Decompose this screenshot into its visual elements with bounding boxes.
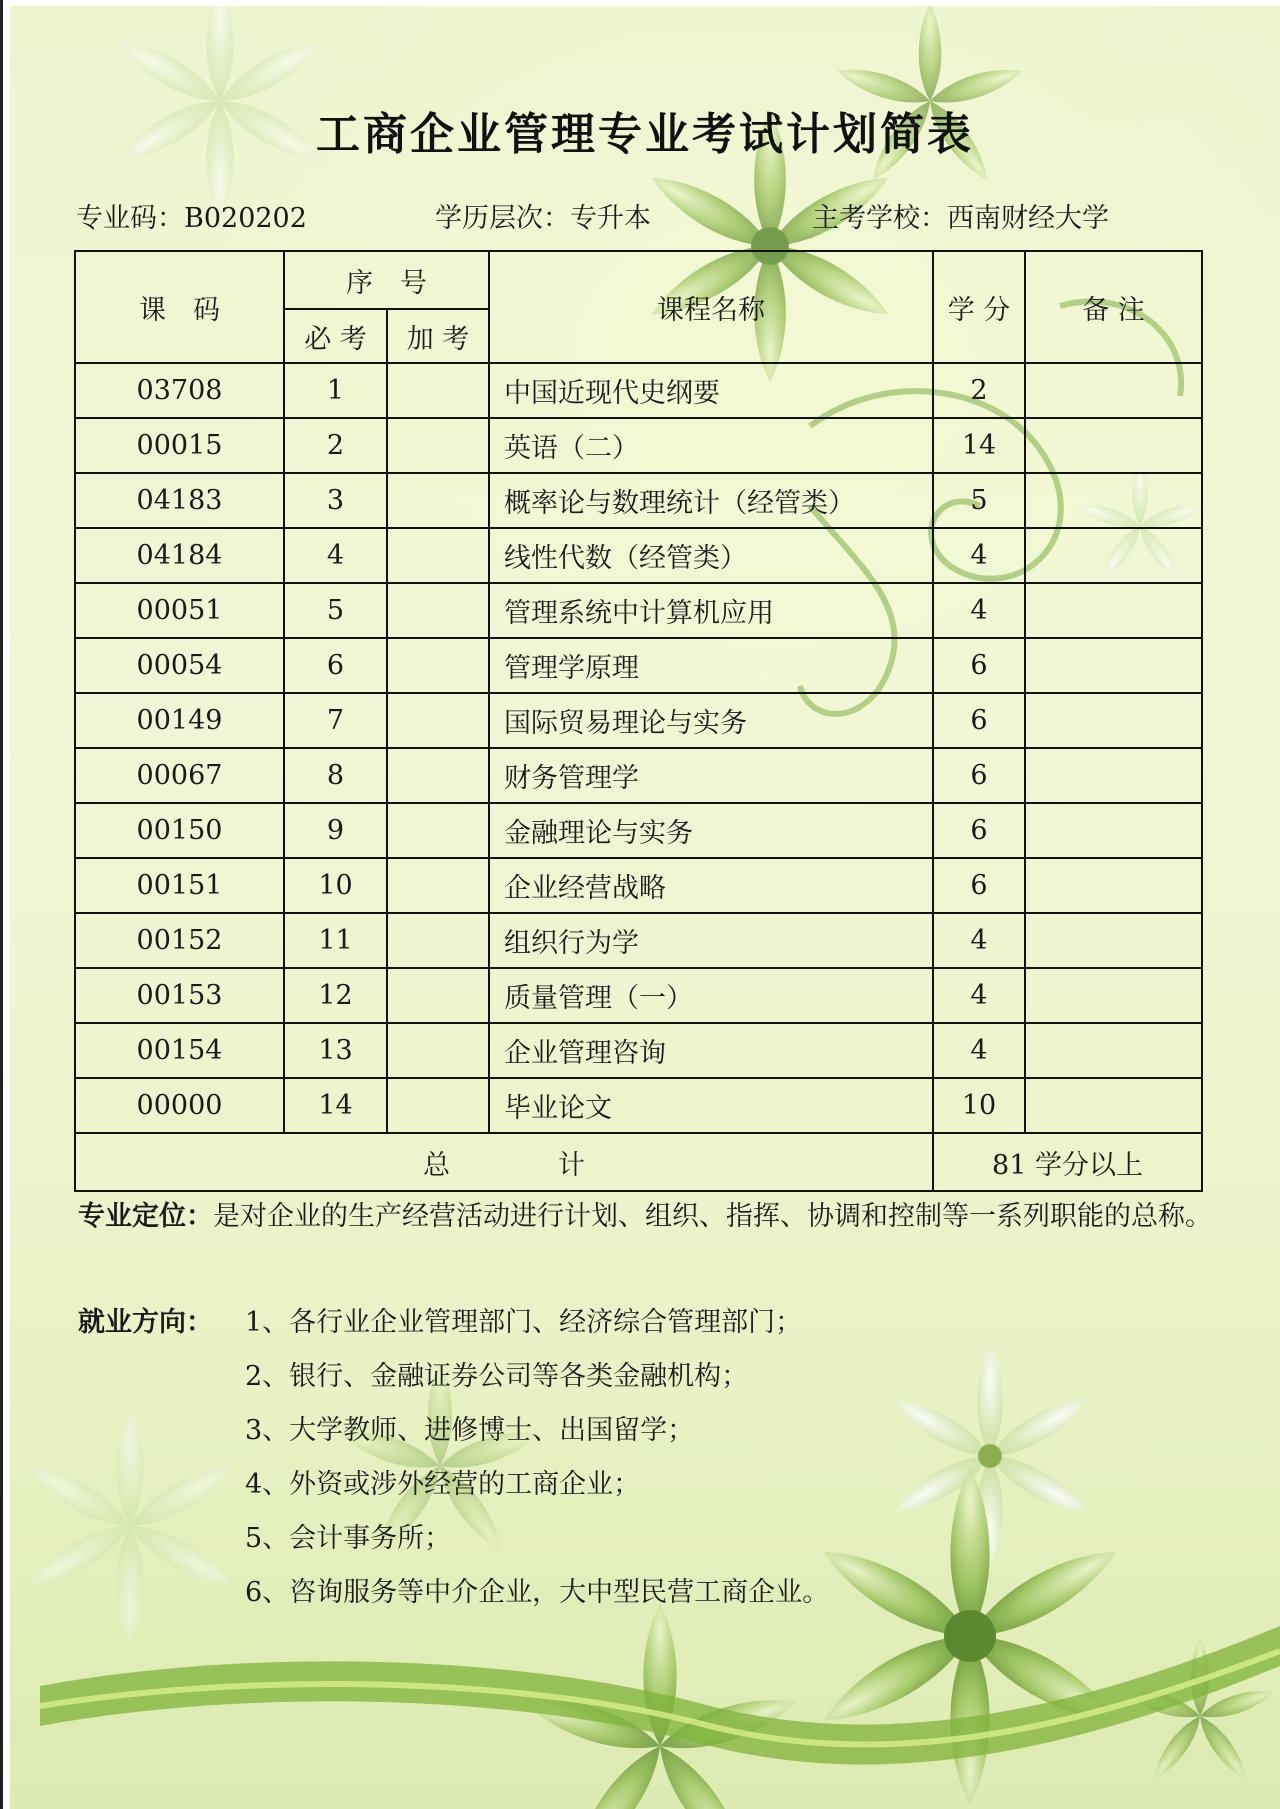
table-row [75, 1023, 1202, 1078]
header-course-code: 课 码 [75, 251, 284, 363]
remarks-cell [1025, 968, 1202, 1023]
remarks-cell [1025, 913, 1202, 968]
course-name-cell: 中国近现代史纲要 [489, 363, 933, 418]
course-code-cell: 00151 [75, 858, 284, 913]
credits-cell: 6 [933, 803, 1025, 858]
course-name-cell: 英语（二） [489, 418, 933, 473]
required-seq-cell: 6 [284, 638, 387, 693]
list-item: 3、大学教师、进修博士、出国留学； [245, 1415, 695, 1446]
required-seq-cell: 9 [284, 803, 387, 858]
table-row [75, 528, 1202, 583]
extra-seq-cell [387, 913, 489, 968]
header-sequence: 序 号 [284, 251, 489, 309]
extra-seq-cell [387, 968, 489, 1023]
positioning-text: 是对企业的生产经营活动进行计划、组织、指挥、协调和控制等一系列职能的总称。 [213, 1201, 1212, 1232]
list-item: 4、外资或涉外经营的工商企业； [245, 1469, 641, 1500]
required-seq-cell: 10 [284, 858, 387, 913]
positioning-label: 专业定位： [78, 1201, 213, 1232]
extra-seq-cell [387, 473, 489, 528]
extra-seq-cell [387, 1078, 489, 1133]
credits-cell: 10 [933, 1078, 1025, 1133]
table-row [75, 748, 1202, 803]
required-seq-cell: 13 [284, 1023, 387, 1078]
course-name-cell: 管理学原理 [489, 638, 933, 693]
extra-seq-cell [387, 418, 489, 473]
credits-cell: 14 [933, 418, 1025, 473]
header-credits: 学 分 [933, 251, 1025, 363]
total-row [75, 1133, 1202, 1191]
remarks-cell [1025, 363, 1202, 418]
remarks-cell [1025, 528, 1202, 583]
table-row [75, 363, 1202, 418]
credits-cell: 4 [933, 528, 1025, 583]
extra-seq-cell [387, 638, 489, 693]
credits-cell: 6 [933, 693, 1025, 748]
credits-cell: 2 [933, 363, 1025, 418]
host-school: 主考学校：西南财经大学 [812, 203, 1109, 234]
remarks-cell [1025, 1023, 1202, 1078]
total-label: 总 计 [75, 1133, 933, 1191]
credits-cell: 6 [933, 748, 1025, 803]
credits-cell: 5 [933, 473, 1025, 528]
course-name-cell: 线性代数（经管类） [489, 528, 933, 583]
course-code-cell: 00067 [75, 748, 284, 803]
course-name-cell: 财务管理学 [489, 748, 933, 803]
extra-seq-cell [387, 363, 489, 418]
remarks-cell [1025, 583, 1202, 638]
extra-seq-cell [387, 693, 489, 748]
course-code-cell: 00152 [75, 913, 284, 968]
credits-cell: 4 [933, 913, 1025, 968]
list-item: 1、各行业企业管理部门、经济综合管理部门； [245, 1307, 803, 1338]
course-code-cell: 00000 [75, 1078, 284, 1133]
credits-cell: 6 [933, 858, 1025, 913]
required-seq-cell: 2 [284, 418, 387, 473]
course-name-cell: 金融理论与实务 [489, 803, 933, 858]
header-required: 必 考 [284, 309, 387, 363]
remarks-cell [1025, 418, 1202, 473]
remarks-cell [1025, 473, 1202, 528]
remarks-cell [1025, 748, 1202, 803]
header-remarks: 备 注 [1025, 251, 1202, 363]
required-seq-cell: 3 [284, 473, 387, 528]
credits-cell: 4 [933, 1023, 1025, 1078]
course-code-cell: 00015 [75, 418, 284, 473]
required-seq-cell: 12 [284, 968, 387, 1023]
credits-cell: 4 [933, 968, 1025, 1023]
required-seq-cell: 14 [284, 1078, 387, 1133]
course-name-cell: 质量管理（一） [489, 968, 933, 1023]
extra-seq-cell [387, 583, 489, 638]
table-row [75, 473, 1202, 528]
required-seq-cell: 1 [284, 363, 387, 418]
positioning-paragraph [78, 1190, 1213, 1244]
remarks-cell [1025, 858, 1202, 913]
extra-seq-cell [387, 803, 489, 858]
list-item: 2、银行、金融证券公司等各类金融机构； [245, 1361, 749, 1392]
course-code-cell: 00051 [75, 583, 284, 638]
course-name-cell: 企业管理咨询 [489, 1023, 933, 1078]
extra-seq-cell [387, 858, 489, 913]
course-code-cell: 04184 [75, 528, 284, 583]
remarks-cell [1025, 1078, 1202, 1133]
course-code-cell: 00153 [75, 968, 284, 1023]
total-credits: 81 学分以上 [933, 1133, 1202, 1191]
extra-seq-cell [387, 1023, 489, 1078]
header-extra: 加 考 [387, 309, 489, 363]
page-edge-line [0, 0, 3, 1809]
page-title: 工商企业管理专业考试计划简表 [316, 109, 974, 160]
table-row [75, 638, 1202, 693]
required-seq-cell: 5 [284, 583, 387, 638]
table-row [75, 968, 1202, 1023]
required-seq-cell: 8 [284, 748, 387, 803]
major-code: 专业码：B020202 [76, 203, 307, 234]
course-code-cell: 04183 [75, 473, 284, 528]
credits-cell: 4 [933, 583, 1025, 638]
education-level: 学历层次：专升本 [435, 203, 651, 234]
course-code-cell: 00154 [75, 1023, 284, 1078]
course-code-cell: 03708 [75, 363, 284, 418]
remarks-cell [1025, 693, 1202, 748]
careers-label: 就业方向： [78, 1307, 213, 1338]
exam-plan-table [74, 250, 1203, 1192]
course-code-cell: 00150 [75, 803, 284, 858]
table-row [75, 803, 1202, 858]
table-row [75, 693, 1202, 748]
table-row [75, 858, 1202, 913]
header-course-name: 课程名称 [489, 251, 933, 363]
course-name-cell: 毕业论文 [489, 1078, 933, 1133]
course-name-cell: 概率论与数理统计（经管类） [489, 473, 933, 528]
required-seq-cell: 4 [284, 528, 387, 583]
list-item: 6、咨询服务等中介企业，大中型民营工商企业。 [245, 1577, 830, 1608]
course-name-cell: 企业经营战略 [489, 858, 933, 913]
required-seq-cell: 7 [284, 693, 387, 748]
course-name-cell: 组织行为学 [489, 913, 933, 968]
table-row [75, 418, 1202, 473]
course-code-cell: 00054 [75, 638, 284, 693]
list-item: 5、会计事务所； [245, 1523, 452, 1554]
extra-seq-cell [387, 528, 489, 583]
remarks-cell [1025, 638, 1202, 693]
course-code-cell: 00149 [75, 693, 284, 748]
document-page [10, 6, 1280, 1809]
credits-cell: 6 [933, 638, 1025, 693]
course-name-cell: 国际贸易理论与实务 [489, 693, 933, 748]
careers-list [245, 1296, 829, 1620]
course-name-cell: 管理系统中计算机应用 [489, 583, 933, 638]
table-row [75, 1078, 1202, 1133]
remarks-cell [1025, 803, 1202, 858]
table-row [75, 583, 1202, 638]
table-row [75, 913, 1202, 968]
extra-seq-cell [387, 748, 489, 803]
required-seq-cell: 11 [284, 913, 387, 968]
